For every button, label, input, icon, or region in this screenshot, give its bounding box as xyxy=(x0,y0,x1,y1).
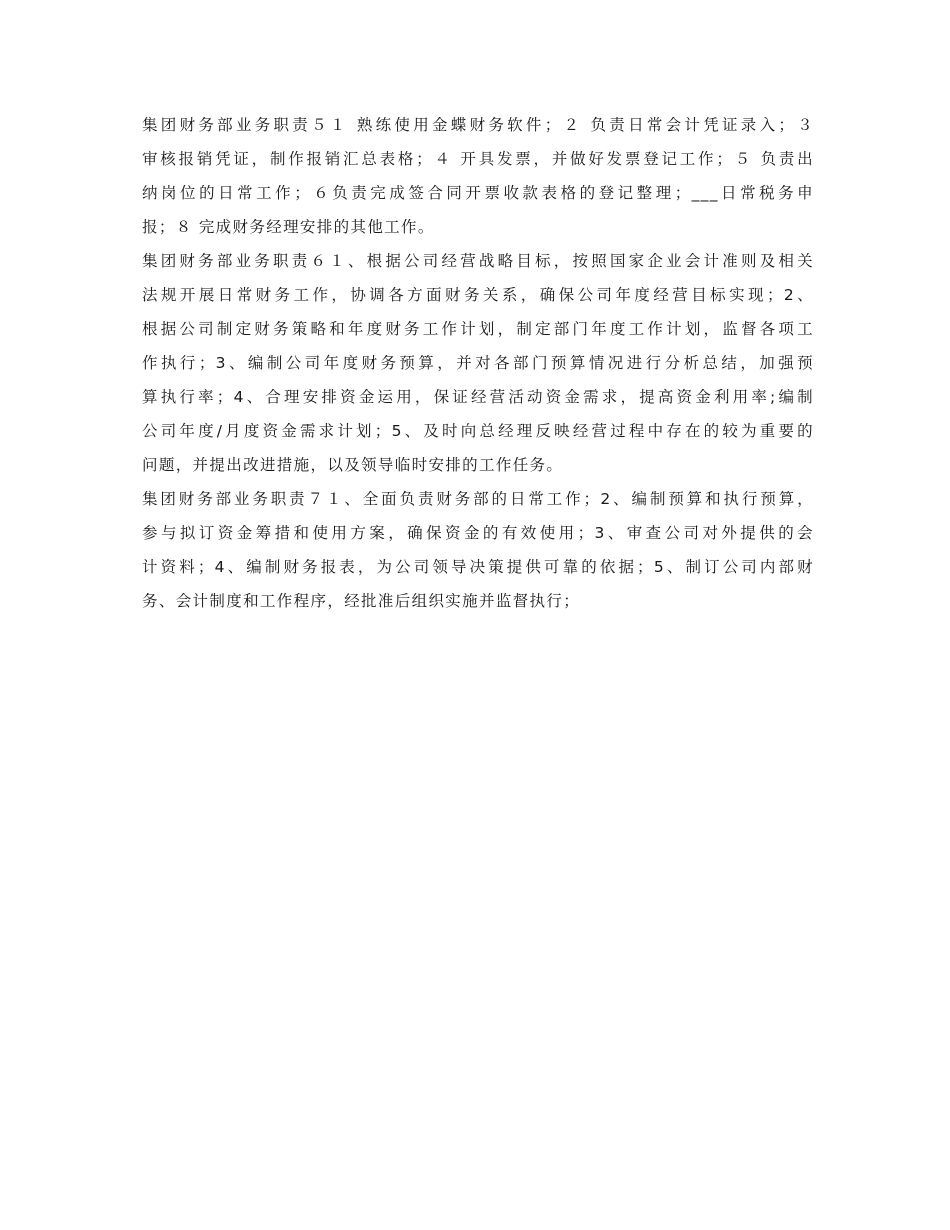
paragraph-duty-6 xyxy=(142,244,814,482)
text-line: 集团财务部业务职责５１ 熟练使用金蝶财务软件；２ 负责日常会计凭证录入；３ xyxy=(142,116,814,134)
text-line: 问题，并提出改进措施，以及领导临时安排的工作任务。 xyxy=(142,456,564,474)
text-line: 审核报销凭证，制作报销汇总表格；４ 开具发票，并做好发票登记工作；５ 负责出 xyxy=(142,150,814,168)
document-body xyxy=(142,108,814,618)
text-line: 计资料；4、编制财务报表，为公司领导决策提供可靠的依据；5、制订公司内部财 xyxy=(142,558,814,576)
text-line: 参与拟订资金筹措和使用方案，确保资金的有效使用；3、审查公司对外提供的会 xyxy=(142,524,814,542)
text-line: 务、会计制度和工作程序，经批准后组织实施并监督执行； xyxy=(142,592,581,610)
text-line: 报；８ 完成财务经理安排的其他工作。 xyxy=(142,218,435,236)
paragraph-duty-5 xyxy=(142,108,814,244)
text-line: 纳岗位的日常工作；６负责完成签合同开票收款表格的登记整理；___日常税务申 xyxy=(142,184,814,202)
text-line: 法规开展日常财务工作，协调各方面财务关系，确保公司年度经营目标实现；2、 xyxy=(142,286,814,304)
text-line: 公司年度/月度资金需求计划；5、及时向总经理反映经营过程中存在的较为重要的 xyxy=(142,422,814,440)
text-line: 集团财务部业务职责７１、全面负责财务部的日常工作；2、编制预算和执行预算， xyxy=(142,490,814,508)
text-line: 作执行；3、编制公司年度财务预算，并对各部门预算情况进行分析总结，加强预 xyxy=(142,354,814,372)
text-line: 根据公司制定财务策略和年度财务工作计划，制定部门年度工作计划，监督各项工 xyxy=(142,320,814,338)
paragraph-duty-7 xyxy=(142,482,814,618)
text-line: 集团财务部业务职责６１、根据公司经营战略目标，按照国家企业会计准则及相关 xyxy=(142,252,814,270)
text-line: 算执行率；4、合理安排资金运用，保证经营活动资金需求，提高资金利用率;编制 xyxy=(142,388,814,406)
